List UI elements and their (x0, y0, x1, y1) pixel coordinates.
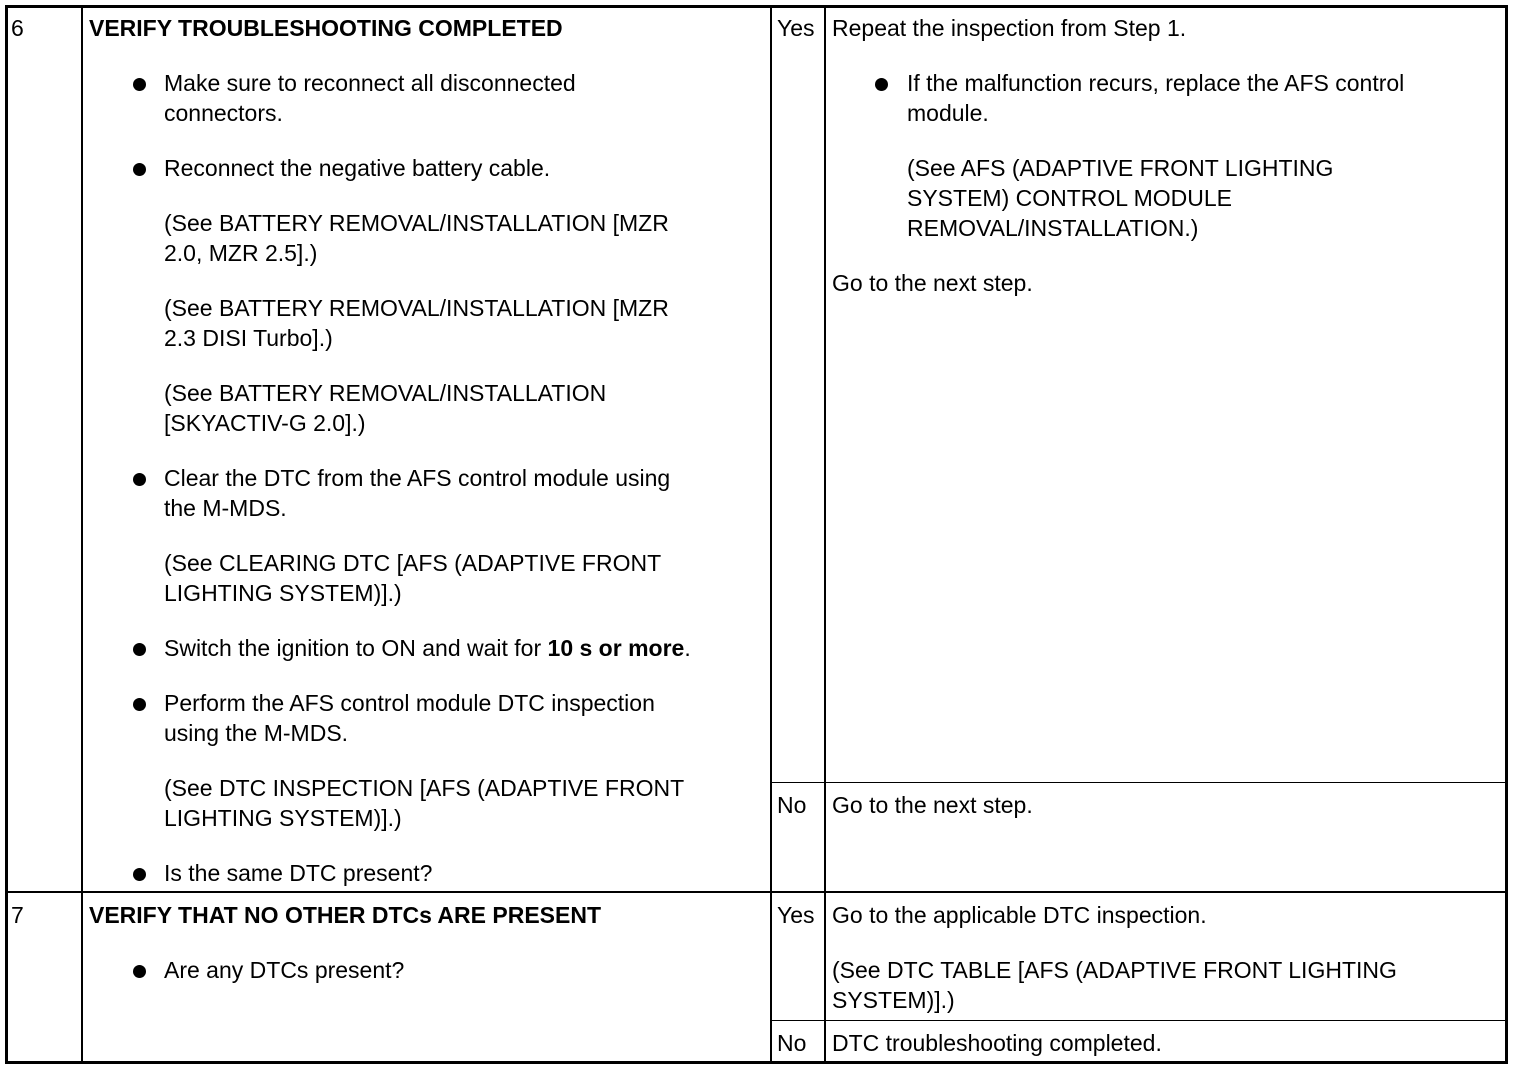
col-divider-yesno (824, 7, 826, 1062)
reference-text: (See BATTERY REMOVAL/INSTALLATION [MZR (164, 295, 669, 321)
action-text: using the M-MDS. (164, 720, 349, 746)
reference-text: (See BATTERY REMOVAL/INSTALLATION [MZR (164, 210, 669, 236)
reference-text: (See BATTERY REMOVAL/INSTALLATION (164, 380, 607, 406)
action-text: Make sure to reconnect all disconnected (164, 70, 576, 96)
no-label: No (777, 1030, 807, 1056)
reference-text: LIGHTING SYSTEM)].) (164, 580, 402, 606)
result-text: Go to the next step. (832, 270, 1033, 296)
action-text: connectors. (164, 100, 283, 126)
bullet-icon (875, 78, 888, 91)
col-divider-action (770, 7, 772, 1062)
no-label: No (777, 792, 807, 818)
bullet-icon (133, 78, 146, 91)
reference-text: (See AFS (ADAPTIVE FRONT LIGHTING (907, 155, 1334, 181)
bullet-icon (133, 868, 146, 881)
reference-text: [SKYACTIV-G 2.0].) (164, 410, 366, 436)
reference-text: SYSTEM)].) (832, 987, 955, 1013)
question-text: Is the same DTC present? (164, 860, 433, 886)
result-text: Repeat the inspection from Step 1. (832, 15, 1187, 41)
reference-text: 2.0, MZR 2.5].) (164, 240, 318, 266)
action-text: Reconnect the negative battery cable. (164, 155, 551, 181)
question-text: Are any DTCs present? (164, 957, 405, 983)
col-divider-step (81, 7, 83, 1062)
result-text: DTC troubleshooting completed. (832, 1030, 1162, 1056)
reference-text: (See CLEARING DTC [AFS (ADAPTIVE FRONT (164, 550, 662, 576)
reference-text: LIGHTING SYSTEM)].) (164, 805, 402, 831)
reference-text: 2.3 DISI Turbo].) (164, 325, 333, 351)
bullet-icon (133, 643, 146, 656)
step-number: 6 (11, 15, 24, 41)
row6-yes-no-divider (770, 782, 1506, 783)
bullet-icon (133, 473, 146, 486)
result-text: module. (907, 100, 989, 126)
reference-text: REMOVAL/INSTALLATION.) (907, 215, 1199, 241)
reference-text: SYSTEM) CONTROL MODULE (907, 185, 1233, 211)
result-text: Go to the next step. (832, 792, 1033, 818)
reference-text: (See DTC INSPECTION [AFS (ADAPTIVE FRONT (164, 775, 685, 801)
bullet-icon (133, 965, 146, 978)
step-title: VERIFY THAT NO OTHER DTCs ARE PRESENT (89, 902, 602, 928)
action-text-pre: Switch the ignition to ON and wait for (164, 635, 548, 661)
bullet-icon (133, 163, 146, 176)
yes-label: Yes (777, 15, 815, 41)
step-number: 7 (11, 902, 24, 928)
action-text: Clear the DTC from the AFS control module using (164, 465, 671, 491)
row7-yes-no-divider (770, 1020, 1506, 1021)
action-text: the M-MDS. (164, 495, 287, 521)
action-text-post: . (684, 635, 691, 661)
action-text (164, 633, 691, 663)
action-text: Perform the AFS control module DTC inspection (164, 690, 655, 716)
reference-text: (See DTC TABLE [AFS (ADAPTIVE FRONT LIGHTING (832, 957, 1397, 983)
row-divider-6-7 (7, 891, 1506, 893)
result-text: Go to the applicable DTC inspection. (832, 902, 1207, 928)
yes-label: Yes (777, 902, 815, 928)
bullet-icon (133, 698, 146, 711)
step-title: VERIFY TROUBLESHOOTING COMPLETED (89, 15, 563, 41)
result-text: If the malfunction recurs, replace the AFS control (907, 70, 1405, 96)
action-text-bold: 10 s or more (547, 635, 685, 661)
